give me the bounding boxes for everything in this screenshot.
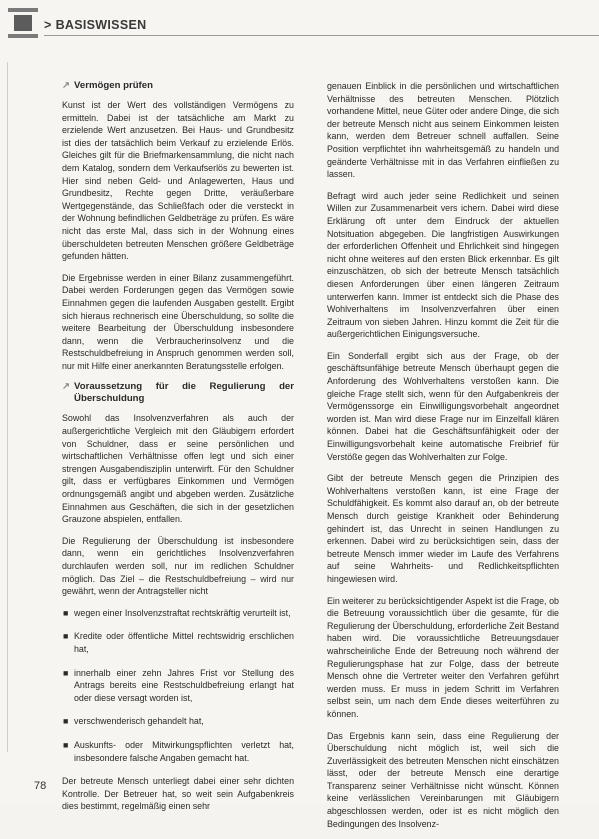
- list-item: [62, 739, 294, 764]
- list-item-text: verschwenderisch gehandelt hat,: [74, 716, 204, 727]
- list-item-text: Kredite oder öffentliche Mittel rechtswidrig erschlichen hat,: [74, 631, 294, 654]
- list-item: [62, 715, 294, 728]
- section-title: BASISWISSEN: [55, 18, 147, 32]
- bullet-icon: ■: [63, 607, 69, 618]
- paragraph: Ein weiterer zu berücksichtigender Aspekt ist die Frage, ob die Betreuung voraussichtlich über die gesamte, für die Regulierung der Überschuldung, erforderliche Zeit Bestand haben wird. Die voraussichtliche Betreuungsdauer wahrscheinliche Ende der Betreuung noch während der Regulierungsphase hat zur Folge, dass der betreute Mensch ohne die Vertreter weiter den Verfahren geführt werden muss. Er muss in jedem Schritt im Verfahren selbst sein, um nach dem Ende dieses weiterführen zu können.: [327, 595, 559, 719]
- paragraph: Sowohl das Insolvenzverfahren als auch der außergerichtliche Vergleich mit den Gläubigern erfordert von Schuldner, dass er seine persönlichen und wirtschaftlichen Verhältnisse offen legt und sich einer strengen Ausgabendisziplin unterwirft. Für den Schuldner gilt, dass er verfügbares Einkommen und Vermögen ordnungsgemäß angibt und abgeben werden. Zusätzliche Einnahmen aus Geschäften, die sich in der gesetzlichen Grauzone abspielen, entfallen.: [62, 413, 294, 525]
- chevron-right-icon: >: [44, 18, 52, 32]
- bullet-icon: ■: [63, 716, 69, 727]
- paragraph: Kunst ist der Wert des vollständigen Vermögens zu ermitteln. Dabei ist der tatsächliche am Markt zu erzielende Wert anzusetzen. Bei Haus- und Grundbesitz ist dies der tatsächlich beim Verkauf zu erzielende Erlös. Gleiches gilt für die Briefmarkensammlung, die nicht nach dem Katalog, sondern dem Verkaufserlös zu bewerten ist. Hier sind neben Geld- und Anlagewerten, Haus und Grundbesitz, Rechte gegen Dritte, veräußerbare Wertgegenstände, das Schließfach oder die versteckt in der Wohnung befindlichen Geldbeträge zu prüfen. Es wäre nicht das erste Mal, dass sich in der Wohnung eines überschuldeten betreuten Menschen größere Geldbeträge gefunden hätten.: [62, 100, 294, 262]
- arrow-icon: ↗: [62, 80, 71, 91]
- list-item-text: wegen einer Insolvenzstraftat rechtskräftig verurteilt ist,: [74, 607, 291, 618]
- logo-bar: [8, 8, 38, 12]
- paragraph: Die Regulierung der Überschuldung ist insbesondere dann, wenn ein gerichtliches Insolvenzverfahren durchlaufen werden soll, nur im redlichen Schuldner möglich. Das Ziel – die Restschuldbefreiung – wird nur gewährt, wenn der Antragsteller nicht: [62, 535, 294, 597]
- heading-text: Vermögen prüfen: [74, 80, 153, 91]
- arrow-icon: ↗: [62, 381, 71, 393]
- section-heading: [62, 381, 294, 405]
- paragraph: Ein Sonderfall ergibt sich aus der Frage, ob der geschäftsunfähige betreute Mensch überhaupt gegen die Anforderung des Wohlverhaltens verstoßen kann. Die gleiche Frage stellt sich, wenn für den Aufgabenkreis der Vermögenssorge ein Einwilligungsvorbehalt angeordnet worden ist. Man wird diese Frage nur im Einzelfall klären können. Dabei hat die Geschäftsunfähigkeit oder der Einwilligungsvorbehalt keine automatische Freibrief für Verstöße gegen das Wohlverhalten zur Folge.: [327, 350, 559, 462]
- logo-bar: [8, 34, 38, 38]
- right-column: [327, 80, 559, 839]
- list-item-text: Auskunfts- oder Mitwirkungspflichten verletzt hat, insbesondere falsche Angaben gemacht hat.: [74, 739, 294, 763]
- page-number: 78: [34, 780, 47, 792]
- margin-line: [7, 62, 8, 752]
- heading-text: Voraussetzung für die Regulierung der Überschuldung: [74, 381, 294, 405]
- paragraph: Gibt der betreute Mensch gegen die Prinzipien des Wohlverhaltens verstoßen kann, ist eine Frage der Schuldfähigkeit. Es kommt also darauf an, ob der betreute Mensch durch geistige Krankheit oder Behinderung gehindert ist, das Unrecht in seinen Handlungen zu erkennen. Dabei wird zu berücksichtigen sein, dass der betreute Mensch immer wieder im Laufe des Verfahrens auf seine Wahrheits- und Redlichkeitspflichten hingewiesen wird.: [327, 473, 559, 584]
- paragraph: Befragt wird auch jeder seine Redlichkeit und seinen Willen zur Zusammenarbeit vers ichern. Dabei wird diese Erklärung oft unter dem Eindruck der aktuellen Notsituation abgegeben. Die langfristigen Auswirkungen der erforderlichen Offenheit und Ehrlichkeit sind hingegen nicht ohne weiteres auf den ersten Blick erkennbar. Es gilt einzuschätzen, ob sich der betreute Mensch tatsächlich diesen Anforderungen über einen längeren Zeitraum unterwerfen kann. Immer ist entdeckt sich die Phase des Wohlverhaltens im Insolvenzverfahren über einen Zeitraum von sieben Jahren. Hinzu kommt die Zeit für die außergerichtlichen Einigungsversuche.: [327, 190, 559, 340]
- logo-square: [14, 15, 32, 31]
- bullet-icon: ■: [63, 631, 69, 642]
- bullet-icon: ■: [63, 667, 69, 678]
- paragraph: Die Ergebnisse werden in einer Bilanz zusammengeführt. Dabei werden Forderungen gegen das Vermögen sowie Einnahmen gegen die laufenden Ausgaben gestellt. Ergibt sich hieraus rechnerisch eine Überschuldung, so sollte die weitere Bearbeitung der Überschuldung insbesondere dann, wenn die Verbraucherinsolvenz und die Restschuldbefreiung in Anspruch genommen werden soll, nur mit Hilfe einer anerkannten Beratungsstelle erfolgen.: [62, 272, 294, 371]
- paragraph: genauen Einblick in die persönlichen und wirtschaftlichen Verhältnisse des betreuten Menschen. Plötzlich vorhandene Mittel, neue Güter oder andere Dinge, die sich der betreute Mensch nicht aus seinem Einkommen leisten kann, werden dem Betreuer schnell auffallen. Seine Position verpflichtet ihn wahrheitsgemäß zu handeln und geänderte Verhältnisse mit in das Verfahren einfließen zu lassen.: [327, 81, 559, 180]
- section-heading: [62, 80, 294, 92]
- bullet-list: [62, 607, 294, 764]
- publisher-logo-icon: [6, 6, 40, 40]
- section-header: [44, 18, 146, 32]
- left-column: [62, 76, 294, 822]
- list-item: [62, 630, 294, 655]
- header-rule: [44, 35, 599, 36]
- list-item: [62, 667, 294, 705]
- list-item: [62, 607, 294, 620]
- list-item-text: innerhalb einer zehn Jahres Frist vor Stellung des Antrags bereits eine Restschuldbefreiung erlangt hat oder diese versagt worden ist,: [74, 667, 294, 703]
- paragraph: Das Ergebnis kann sein, dass eine Regulierung der Überschuldung nicht möglich ist, weil sich die Zuverlässigkeit des betreuten Menschen nicht einschätzen lässt, oder der betreute Mensch eine derartige Transparenz seiner Verhältnisse nicht wünscht. Können keine verlässlichen Vereinbarungen mit Gläubigern abgeschlossen werden, oder ist es nicht möglich den Bedingungen des Insolvenz-: [327, 730, 559, 829]
- bullet-icon: ■: [63, 739, 69, 750]
- paragraph: Der betreute Mensch unterliegt dabei einer sehr dichten Kontrolle. Der Betreuer hat, so weit sein Aufgabenkreis dies bestimmt, regelmäßig einen sehr: [62, 776, 294, 812]
